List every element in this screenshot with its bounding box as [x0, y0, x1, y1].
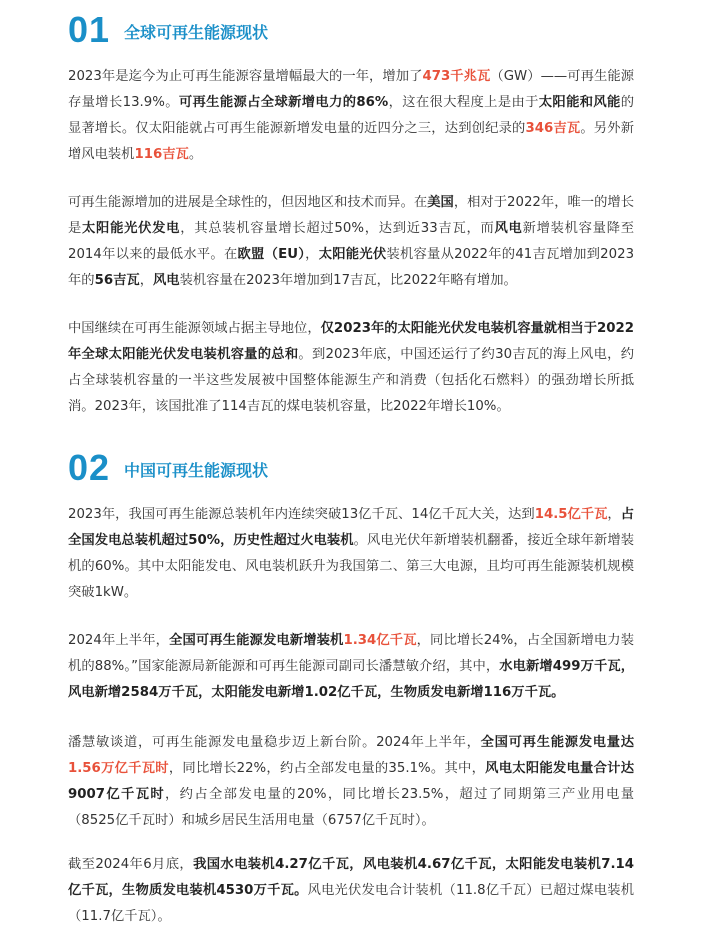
bold-text: 我国水电装机4.27亿千瓦，风电装机4.67亿千瓦，太阳能发电装机7.14亿千瓦，生物质发电装机4530万千瓦。: [68, 857, 634, 898]
body-text: 的显著增长。仅太阳能就占可再生能源新增发电量的近四分之三，达到创纪录的: [68, 95, 635, 136]
section-2-paragraph-2: [68, 628, 634, 706]
highlight-text: 1.56万亿千瓦时: [68, 761, 169, 776]
section-2-title: 中国可再生能源现状: [124, 461, 269, 480]
body-text: 中国继续在可再生能源领域占据主导地位，: [68, 321, 321, 336]
bold-text: 可再生能源占全球新增电力的86%: [178, 95, 389, 110]
body-text: ，: [139, 273, 153, 288]
bold-text: 占全国发电总装机超过50%，历史性超过火电装机: [68, 507, 635, 548]
section-1-paragraph-2: [68, 190, 634, 294]
body-text: 装机容量在2023年增加到17吉瓦，比2022年略有增加。: [179, 273, 517, 288]
section-1-number: 01: [68, 9, 111, 50]
highlight-text: 473千兆瓦: [422, 69, 491, 84]
section-2-header: [68, 447, 269, 488]
body-text: 潘慧敏谈道，可再生能源发电量稳步迈上新台阶。2024年上半年，: [68, 735, 481, 750]
bold-text: 风电: [494, 221, 523, 236]
bold-text: 全国可再生能源发电新增装机: [169, 633, 344, 648]
body-text: （GW）——可再生能源存量增长13.9%。: [68, 69, 634, 110]
body-text: 。到2023年底，中国还运行了约30吉瓦的海上风电，约占全球装机容量的一半这些发展被中国整体能源生产和消费（包括化石燃料）的强劲增长所抵消。2023年，该国批准了114吉瓦的煤电装机容量，比2022年增长10%。: [68, 347, 634, 414]
body-text: ，相对于2022年，唯一的增长是: [68, 195, 635, 236]
section-1-title: 全球可再生能源现状: [124, 23, 269, 42]
section-2-number: 02: [68, 447, 111, 488]
body-text: 2023年，我国可再生能源总装机年内连续突破13亿千瓦、14亿千瓦大关，达到: [68, 507, 535, 522]
body-text: 2023年是迄今为止可再生能源容量增幅最大的一年，增加了: [68, 69, 423, 84]
body-text: 新增装机容量降至2014年以来的最低水平。在: [68, 221, 635, 262]
bold-text: 美国: [427, 195, 454, 210]
bold-text: 仅2023年的太阳能光伏发电装机容量就相当于2022年全球太阳能光伏发电装机容量的总和: [68, 321, 634, 362]
section-2-paragraph-4: [68, 852, 634, 930]
highlight-text: 14.5亿千瓦: [534, 507, 608, 522]
body-text: ，同比增长22%，约占全部发电量的35.1%。其中，: [168, 761, 486, 776]
bold-text: 太阳能光伏: [318, 247, 387, 262]
bold-text: 56吉瓦: [94, 273, 140, 288]
highlight-text: 116吉瓦: [134, 147, 189, 162]
body-text: 风电光伏发电合计装机（11.8亿千瓦）已超过煤电装机（11.7亿千瓦）。: [68, 883, 634, 924]
highlight-text: 346吉瓦: [525, 121, 581, 136]
body-text: ，这在很大程度上是由于: [388, 95, 539, 110]
body-text: ，其总装机容量增长超过50%，达到近33吉瓦，而: [180, 221, 495, 236]
section-1-header: [68, 9, 269, 50]
bold-text: 风电太阳能发电量合计达9007亿千瓦时: [68, 761, 635, 802]
body-text: 2024年上半年，: [68, 633, 170, 648]
body-text: 截至2024年6月底，: [68, 857, 194, 872]
highlight-text: 1.34亿千瓦: [343, 633, 417, 648]
bold-text: 全国可再生能源发电量达: [480, 735, 635, 750]
body-text: 。风电光伏年新增装机翻番，接近全球年新增装机的60%。其中太阳能发电、风电装机跃升为我国第二、第三大电源，且均可再生能源装机规模突破1kW。: [68, 533, 635, 600]
section-1-paragraph-1: [68, 64, 634, 168]
body-text: ，: [607, 507, 621, 522]
body-text: ，约占全部发电量的20%，同比增长23.5%，超过了同期第三产业用电量（8525亿千瓦时）和城乡居民生活用电量（6757亿千瓦时）。: [68, 787, 634, 828]
bold-text: 风电: [153, 273, 180, 288]
bold-text: 水电新增499万千瓦，风电新增2584万千瓦，太阳能发电新增1.02亿千瓦，生物质发电新增116万千瓦。: [68, 659, 634, 700]
section-2-paragraph-3: [68, 730, 634, 834]
section-1-paragraph-3: [68, 316, 634, 420]
body-text: 装机容量从2022年的41吉瓦增加到2023年的: [68, 247, 635, 288]
body-text: ，同比增长24%，占全国新增电力装机的88%。”国家能源局新能源和可再生能源司副司长潘慧敏介绍，其中，: [68, 633, 635, 674]
body-text: 。另外新增风电装机: [68, 121, 634, 162]
bold-text: 太阳能光伏发电: [82, 221, 181, 236]
body-text: ，: [305, 247, 319, 262]
bold-text: 太阳能和风能: [538, 95, 621, 110]
bold-text: 欧盟（EU）: [237, 247, 306, 262]
body-text: 。: [188, 147, 203, 162]
section-2-paragraph-1: [68, 502, 634, 606]
body-text: 可再生能源增加的进展是全球性的，但因地区和技术而异。在: [68, 195, 428, 210]
